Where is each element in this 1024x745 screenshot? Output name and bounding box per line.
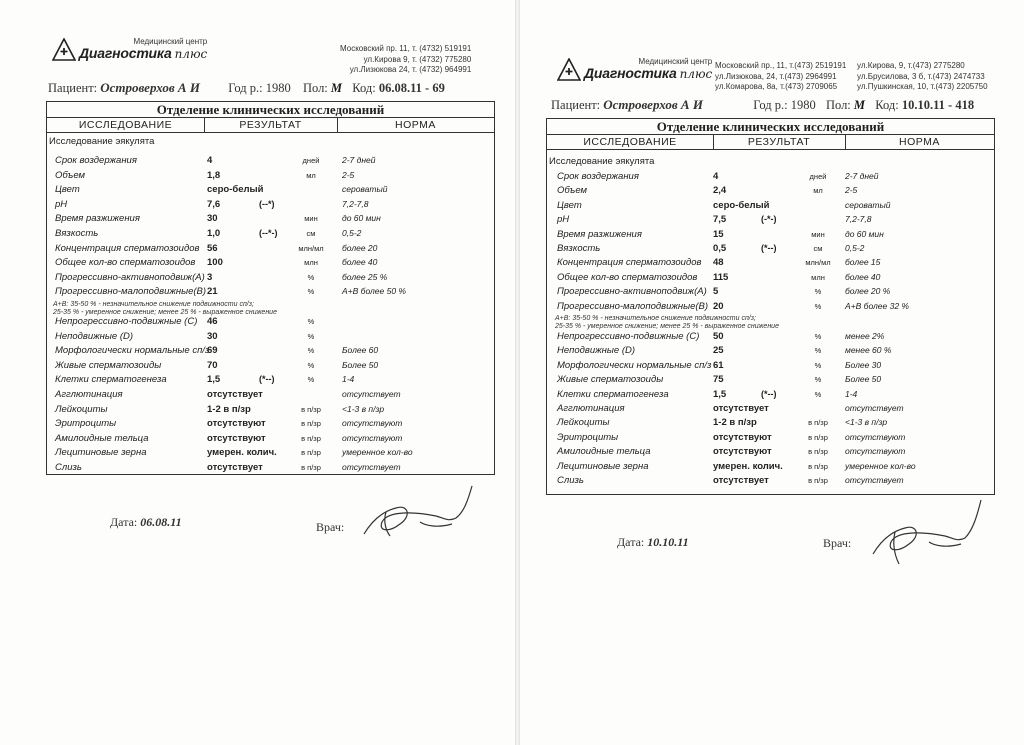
row-value: серо-белый <box>713 199 770 211</box>
address-line: ул.Кирова, 9, т.(473) 2775280 <box>857 61 965 70</box>
row-value: серо-белый <box>207 184 264 196</box>
row-unit: в п/зр <box>301 419 321 429</box>
row-label: pH <box>55 198 68 210</box>
doctor-label: Врач: <box>316 520 345 534</box>
clinic-logo-icon <box>52 38 76 62</box>
row-value: отсутствуют <box>207 418 266 430</box>
row-norm: до 60 мин <box>342 213 381 224</box>
row-unit: дней <box>302 156 320 165</box>
logo-subtitle: Медицинский центр <box>133 37 208 46</box>
row-unit: мл <box>813 186 823 196</box>
clinic-logo-icon <box>557 58 581 82</box>
row-norm: менее 2% <box>845 331 885 341</box>
row-value: 7,6 <box>207 198 221 210</box>
row-label: Прогрессивно-малоподвижные(В) <box>55 286 207 298</box>
row-label: Лецитиновые зерна <box>557 460 649 472</box>
patient-line <box>48 80 445 96</box>
row-label: Срок воздержания <box>55 155 137 166</box>
address-line: ул.Кирова 9, т. (4732) 775280 <box>363 54 472 64</box>
birth-year-label: Год р.: <box>753 98 788 112</box>
section-title: Исследование эякулята <box>49 136 155 147</box>
date-value: 06.08.11 <box>140 515 182 529</box>
row-unit: % <box>814 301 822 311</box>
row-label: Непрогрессивно-подвижные (С) <box>557 331 700 342</box>
row-norm: 7,2-7,8 <box>845 214 872 225</box>
section-title: Исследование эякулята <box>549 156 655 167</box>
row-norm: сероватый <box>845 199 891 210</box>
row-value: 7,5 <box>713 214 727 226</box>
row-norm: до 60 мин <box>845 228 884 239</box>
row-range-mark: (-*-) <box>761 214 777 225</box>
row-value: отсутствует <box>207 462 263 473</box>
row-unit: в п/зр <box>808 418 828 428</box>
row-norm: А+В более 32 % <box>845 300 909 311</box>
row-value: 46 <box>207 316 218 327</box>
row-unit: % <box>814 332 822 341</box>
row-label: Срок воздержания <box>557 171 639 182</box>
row-value: 69 <box>207 345 218 357</box>
row-norm: более 25 % <box>342 271 388 282</box>
row-label: Время разжижения <box>557 228 642 240</box>
row-value: 20 <box>713 300 724 312</box>
row-label: Клетки сперматогенеза <box>557 388 669 400</box>
row-value: 21 <box>207 286 218 298</box>
clinic-address <box>340 44 471 76</box>
row-value: 3 <box>207 271 213 283</box>
address-line: ул.Лизюкова, 24, т.(473) 2964991 <box>715 71 837 81</box>
address-line: Московский пр., 11, т.(473) 2519191 <box>715 61 847 70</box>
address-line: ул.Пушкинская, 10, т.(473) 2205750 <box>857 82 988 91</box>
row-unit: дней <box>809 172 827 181</box>
code-label: Код: <box>352 81 376 95</box>
patient-line <box>551 97 974 113</box>
clinic-address-col2 <box>857 61 988 93</box>
row-label: Цвет <box>55 184 80 196</box>
row-label: Эритроциты <box>55 418 117 430</box>
row-norm: более 40 <box>845 271 881 282</box>
row-value: 115 <box>713 271 729 283</box>
row-unit: % <box>307 317 315 326</box>
row-value: 30 <box>207 330 218 342</box>
row-unit: % <box>307 272 315 282</box>
row-unit: % <box>307 331 315 341</box>
row-unit: млн/мл <box>805 258 831 268</box>
row-value: отсутствуют <box>207 432 266 444</box>
row-norm: А+В более 50 % <box>342 286 406 297</box>
results-table <box>546 118 995 495</box>
row-value: 70 <box>207 359 218 371</box>
row-norm: отсутствуют <box>845 446 906 457</box>
date-label: Дата: <box>110 515 138 529</box>
row-value: 1-2 в п/зр <box>713 417 757 429</box>
right-report-sheet <box>519 0 1024 745</box>
clinic-logo <box>52 38 207 62</box>
row-value: 15 <box>713 228 724 240</box>
row-value: умерен. колич. <box>713 460 783 472</box>
results-table <box>46 101 495 475</box>
row-value: 25 <box>713 345 724 357</box>
date-value: 10.10.11 <box>647 535 689 549</box>
row-label: Морфологически нормальные сп/з <box>55 345 210 357</box>
page-seam <box>515 0 520 745</box>
row-unit: % <box>814 375 822 385</box>
row-norm: умеренное кол-во <box>845 460 916 471</box>
row-unit: в п/зр <box>301 463 321 472</box>
row-value: отсутствует <box>713 403 769 414</box>
row-norm: менее 60 % <box>845 345 892 356</box>
row-unit: % <box>814 287 822 297</box>
row-label: Общее кол-во сперматозоидов <box>557 271 698 283</box>
code: 10.10.11 - 418 <box>901 98 975 112</box>
sex: М <box>853 98 866 112</box>
row-value: 1,8 <box>207 169 221 181</box>
row-label: Лейкоциты <box>55 403 108 415</box>
row-range-mark: (--*) <box>259 198 275 209</box>
row-norm: более 20 <box>342 242 378 253</box>
address-line: ул.Комарова, 8а, т.(473) 2709065 <box>715 82 838 91</box>
row-unit: % <box>814 346 822 356</box>
row-label: Общее кол-во сперматозоидов <box>55 257 196 269</box>
row-norm: отсутствует <box>845 403 904 413</box>
date-label: Дата: <box>617 535 645 549</box>
row-label: Амилоидные тельца <box>55 432 149 444</box>
row-unit: % <box>307 375 315 385</box>
clinic-logo <box>557 58 712 82</box>
row-unit: % <box>814 360 822 370</box>
row-norm: Более 60 <box>342 345 379 356</box>
row-value: 1,5 <box>207 374 221 386</box>
row-value: 5 <box>713 286 719 298</box>
logo-plus: плюс <box>679 67 713 81</box>
row-norm: 0,5-2 <box>845 243 865 253</box>
row-norm: Более 30 <box>845 359 882 370</box>
row-label: Вязкость <box>557 243 601 254</box>
address-line: Московский пр. 11, т. (4732) 519191 <box>340 44 472 53</box>
row-value: умерен. колич. <box>207 447 277 459</box>
row-norm: Более 50 <box>342 359 379 370</box>
row-label: Объем <box>55 169 86 181</box>
row-norm: 0,5-2 <box>342 228 362 238</box>
row-norm: <1-3 в п/зр <box>845 417 888 428</box>
row-unit: в п/зр <box>301 448 321 458</box>
row-unit: см <box>813 244 823 253</box>
row-label: Вязкость <box>55 228 99 239</box>
row-norm: отсутствует <box>342 462 401 472</box>
row-norm: 1-4 <box>845 388 858 399</box>
row-unit: в п/зр <box>808 461 828 471</box>
row-value: 56 <box>207 242 218 254</box>
row-label: Прогрессивно-активноподвиж(А) <box>557 286 707 298</box>
logo-plus: плюс <box>174 47 208 61</box>
row-value: 30 <box>207 213 218 225</box>
logo-name: Диагностика <box>79 45 172 61</box>
row-value: 4 <box>713 171 719 182</box>
sex-label: Пол: <box>825 98 851 112</box>
row-norm: отсутствуют <box>342 432 403 443</box>
row-value: 1-2 в п/зр <box>207 403 251 415</box>
code: 06.08.11 - 69 <box>378 81 445 95</box>
row-norm: <1-3 в п/зр <box>342 403 385 414</box>
row-label: pH <box>557 214 570 226</box>
row-norm: 2-5 <box>845 185 858 196</box>
doctor-signature <box>867 496 987 570</box>
row-unit: в п/зр <box>808 447 828 457</box>
row-norm: более 15 <box>845 257 881 268</box>
motility-note: А+В: 35-50 % - незначительное снижение подвижности сп/з; <box>555 315 756 322</box>
row-label: Слизь <box>557 475 584 486</box>
birth-year: 1980 <box>790 98 816 112</box>
row-label: Цвет <box>557 199 582 211</box>
row-norm: более 20 % <box>845 286 891 297</box>
row-unit: в п/зр <box>301 404 321 414</box>
col-result-header: РЕЗУЛЬТАТ <box>713 135 845 150</box>
row-label: Морфологически нормальные сп/з <box>557 359 712 371</box>
row-label: Концентрация сперматозоидов <box>55 242 200 254</box>
row-value: 75 <box>713 374 724 386</box>
row-label: Эритроциты <box>557 431 619 443</box>
row-value: 50 <box>713 331 724 342</box>
address-line: ул.Лизюкова 24, т. (4732) 964991 <box>349 65 472 74</box>
row-norm: сероватый <box>342 184 388 195</box>
row-unit: мл <box>306 170 316 180</box>
row-unit: млн/мл <box>298 243 324 253</box>
birth-year: 1980 <box>265 81 291 95</box>
row-unit: см <box>306 229 316 238</box>
row-label: Лецитиновые зерна <box>55 447 147 459</box>
row-label: Клетки сперматогенеза <box>55 374 167 386</box>
row-value: 0,5 <box>713 243 727 254</box>
row-label: Агглютинация <box>55 389 123 400</box>
logo-name: Диагностика <box>584 65 677 81</box>
row-label: Объем <box>557 185 588 197</box>
row-norm: 2-7 дней <box>342 155 376 165</box>
col-study-header: ИССЛЕДОВАНИЕ <box>47 118 204 133</box>
row-norm: отсутствует <box>342 389 401 399</box>
row-norm: умеренное кол-во <box>342 447 413 458</box>
row-value: 2,4 <box>713 185 727 197</box>
row-label: Прогрессивно-малоподвижные(В) <box>557 300 709 312</box>
row-label: Лейкоциты <box>557 417 610 429</box>
row-label: Агглютинация <box>557 403 625 414</box>
address-line: ул.Брусилова, 3 б, т.(473) 2474733 <box>857 71 985 81</box>
row-value: 100 <box>207 257 223 269</box>
code-label: Код: <box>875 98 899 112</box>
row-label: Время разжижения <box>55 213 140 225</box>
doctor-label: Врач: <box>823 536 852 550</box>
report-date <box>110 515 182 530</box>
patient-name: Островерхов А И <box>603 97 703 112</box>
row-value: 48 <box>713 257 724 269</box>
row-unit: мин <box>304 214 318 224</box>
row-value: отсутствуют <box>713 446 772 458</box>
motility-note: 25-35 % - умеренное снижение; менее 25 % - выраженное снижение <box>555 323 779 330</box>
row-value: отсутствует <box>207 389 263 400</box>
row-unit: млн <box>304 258 318 268</box>
row-unit: в п/зр <box>808 432 828 442</box>
row-value: 1,0 <box>207 228 221 239</box>
row-range-mark: (--*-) <box>259 228 278 238</box>
row-norm: Более 50 <box>845 374 882 385</box>
row-label: Живые сперматозоиды <box>55 359 162 371</box>
row-unit: % <box>307 360 315 370</box>
motility-note: А+В: 35-50 % - незначительное снижение подвижности сп/з; <box>53 301 254 308</box>
row-norm: 7,2-7,8 <box>342 198 369 209</box>
row-unit: % <box>307 287 315 297</box>
row-norm: отсутствует <box>845 475 904 485</box>
col-norm-header: НОРМА <box>337 118 494 133</box>
report-date <box>617 535 689 550</box>
row-label: Живые сперматозоиды <box>557 374 664 386</box>
row-unit: % <box>814 389 822 399</box>
row-unit: % <box>307 346 315 356</box>
col-study-header: ИССЛЕДОВАНИЕ <box>547 135 713 150</box>
row-unit: млн <box>811 272 825 282</box>
row-range-mark: (*--) <box>761 243 777 253</box>
birth-year-label: Год р.: <box>228 81 263 95</box>
row-unit: в п/зр <box>808 476 828 485</box>
doctor-signature <box>360 482 480 544</box>
row-norm: 2-7 дней <box>845 171 879 181</box>
col-norm-header: НОРМА <box>845 135 994 150</box>
row-value: отсутствует <box>713 475 769 486</box>
row-value: 61 <box>713 359 724 371</box>
motility-note: 25-35 % - умеренное снижение; менее 25 % - выраженное снижение <box>53 309 277 316</box>
patient-name: Островерхов А И <box>100 80 200 95</box>
row-label: Амилоидные тельца <box>557 446 651 458</box>
patient-label: Пациент: <box>48 81 98 95</box>
row-value: 1,5 <box>713 388 727 400</box>
row-range-mark: (*--) <box>761 388 777 399</box>
row-norm: 1-4 <box>342 374 355 385</box>
row-value: 4 <box>207 155 213 166</box>
sex-label: Пол: <box>302 81 328 95</box>
row-norm: 2-5 <box>342 169 355 180</box>
row-label: Неподвижные (D) <box>557 345 636 357</box>
col-result-header: РЕЗУЛЬТАТ <box>204 118 337 133</box>
row-label: Слизь <box>55 462 82 473</box>
row-label: Неподвижные (D) <box>55 330 134 342</box>
row-unit: в п/зр <box>301 433 321 443</box>
row-unit: мин <box>811 229 825 239</box>
row-norm: отсутствуют <box>845 431 906 442</box>
row-label: Концентрация сперматозоидов <box>557 257 702 269</box>
row-label: Непрогрессивно-подвижные (С) <box>55 316 198 327</box>
row-value: отсутствуют <box>713 431 772 443</box>
row-norm: более 40 <box>342 257 378 268</box>
row-label: Прогрессивно-активноподвиж(А) <box>55 271 205 283</box>
row-norm: отсутствуют <box>342 418 403 429</box>
patient-label: Пациент: <box>551 98 601 112</box>
row-range-mark: (*--) <box>259 374 275 385</box>
department-title: Отделение клинических исследований <box>47 102 494 118</box>
logo-subtitle: Медицинский центр <box>638 57 713 66</box>
sex: М <box>330 81 343 95</box>
clinic-address-col1 <box>715 61 846 93</box>
department-title: Отделение клинических исследований <box>547 119 994 135</box>
